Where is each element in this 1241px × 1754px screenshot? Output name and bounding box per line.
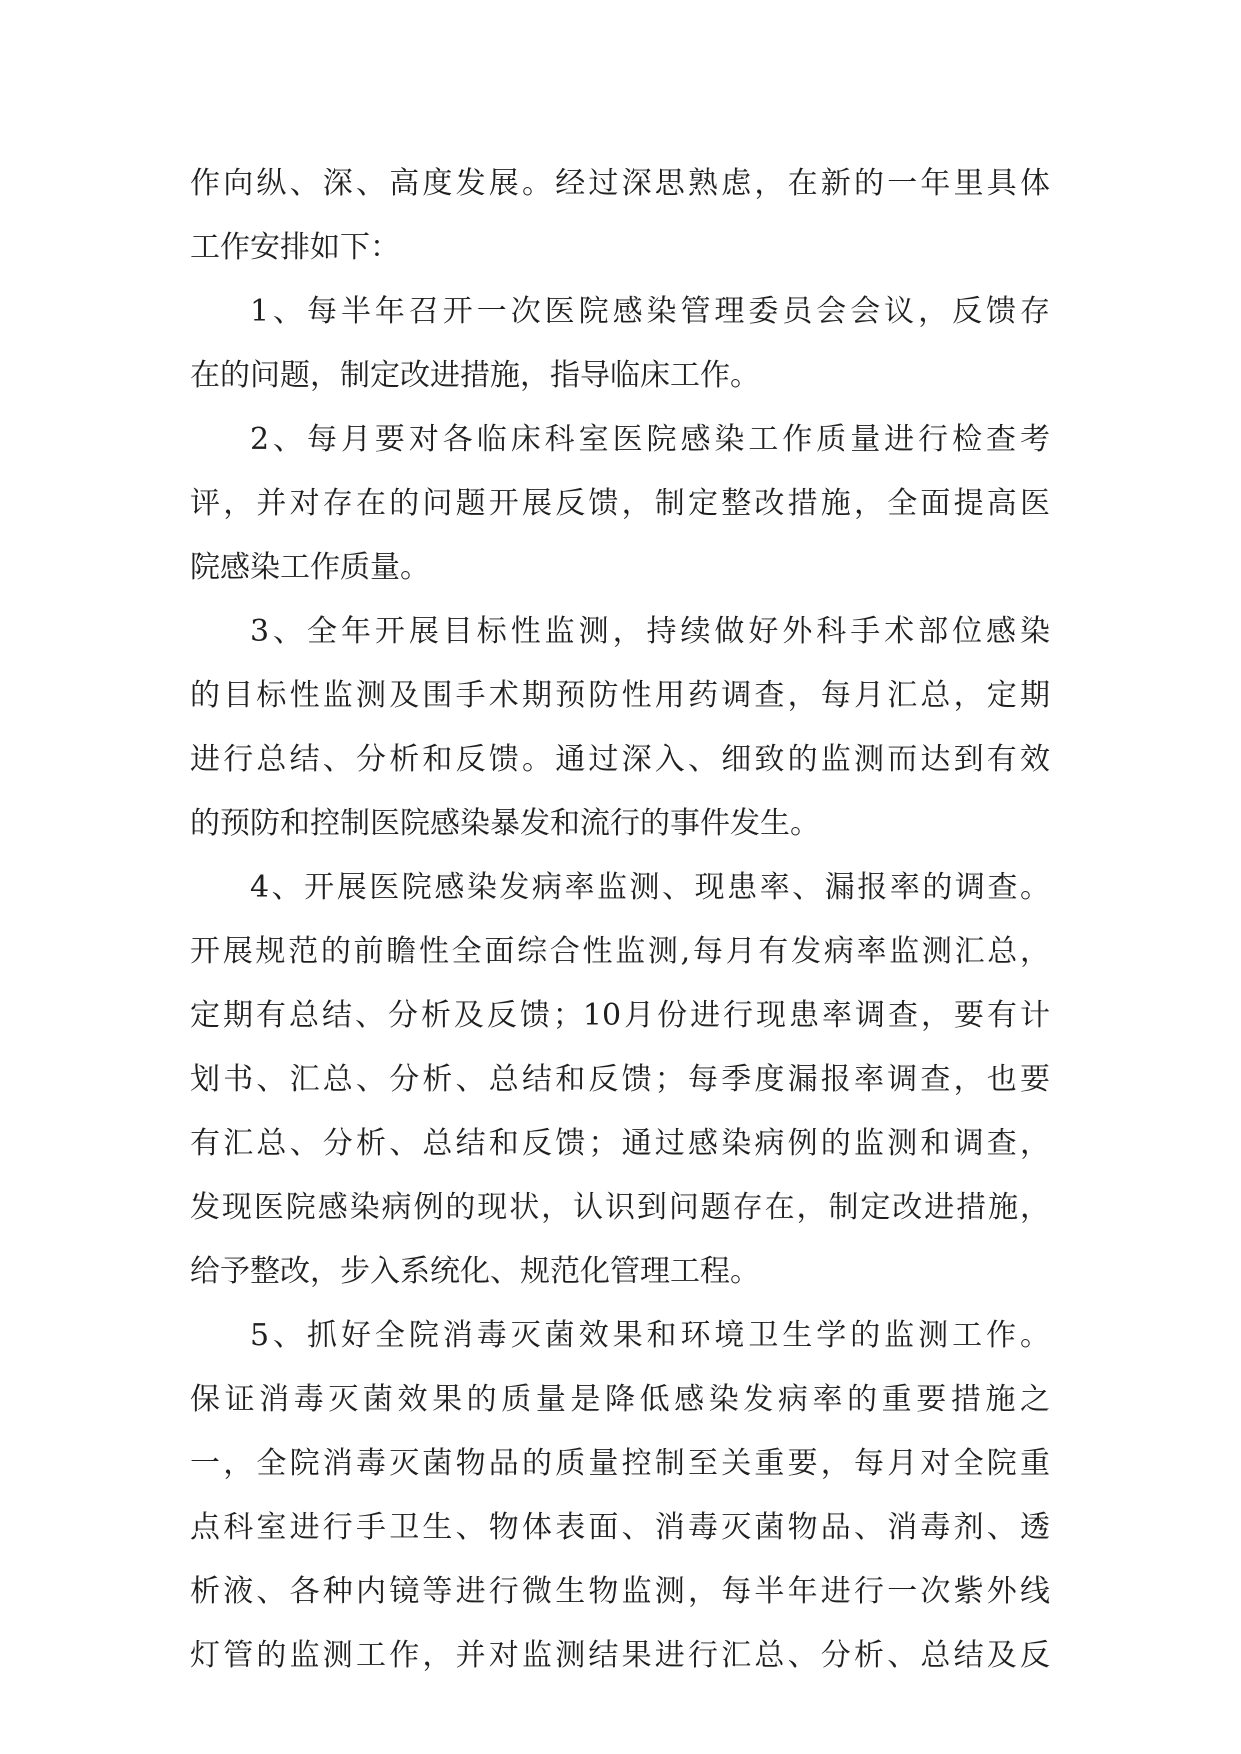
text-line: 在的问题，制定改进措施，指导临床工作。: [190, 358, 760, 393]
text-line: 划书、汇总、分析、总结和反馈；每季度漏报率调查，也要: [190, 1062, 1050, 1097]
text-line: 有汇总、分析、总结和反馈；通过感染病例的监测和调查，: [190, 1126, 1050, 1161]
text-line: 1、每半年召开一次医院感染管理委员会会议，反馈存: [250, 294, 1050, 329]
text-line: 3、全年开展目标性监测，持续做好外科手术部位感染: [250, 614, 1050, 649]
text-line: 2、每月要对各临床科室医院感染工作质量进行检查考: [250, 422, 1050, 457]
text-line: 院感染工作质量。: [190, 550, 430, 585]
text-line: 评，并对存在的问题开展反馈，制定整改措施，全面提高医: [190, 486, 1050, 521]
text-line: 的目标性监测及围手术期预防性用药调查，每月汇总，定期: [190, 678, 1050, 713]
text-line: 工作安排如下：: [190, 230, 400, 265]
text-line: 析液、各种内镜等进行微生物监测，每半年进行一次紫外线: [190, 1574, 1050, 1609]
document-body: [190, 152, 1050, 1688]
text-line: 4、开展医院感染发病率监测、现患率、漏报率的调查。: [250, 870, 1050, 905]
text-line: 开展规范的前瞻性全面综合性监测,每月有发病率监测汇总，: [190, 934, 1050, 969]
text-line: 进行总结、分析和反馈。通过深入、细致的监测而达到有效: [190, 742, 1050, 777]
text-line: 5、抓好全院消毒灭菌效果和环境卫生学的监测工作。: [250, 1318, 1050, 1353]
text-line: 的预防和控制医院感染暴发和流行的事件发生。: [190, 806, 820, 841]
text-line: 作向纵、深、高度发展。经过深思熟虑，在新的一年里具体: [190, 166, 1050, 201]
text-line: 保证消毒灭菌效果的质量是降低感染发病率的重要措施之: [190, 1382, 1050, 1417]
text-line: 一，全院消毒灭菌物品的质量控制至关重要，每月对全院重: [190, 1446, 1050, 1481]
text-line: 点科室进行手卫生、物体表面、消毒灭菌物品、消毒剂、透: [190, 1510, 1050, 1545]
text-line: 灯管的监测工作，并对监测结果进行汇总、分析、总结及反: [190, 1638, 1050, 1673]
text-line: 定期有总结、分析及反馈；10月份进行现患率调查，要有计: [190, 998, 1050, 1033]
text-line: 发现医院感染病例的现状，认识到问题存在，制定改进措施，: [190, 1190, 1050, 1225]
text-line: 给予整改，步入系统化、规范化管理工程。: [190, 1254, 760, 1289]
